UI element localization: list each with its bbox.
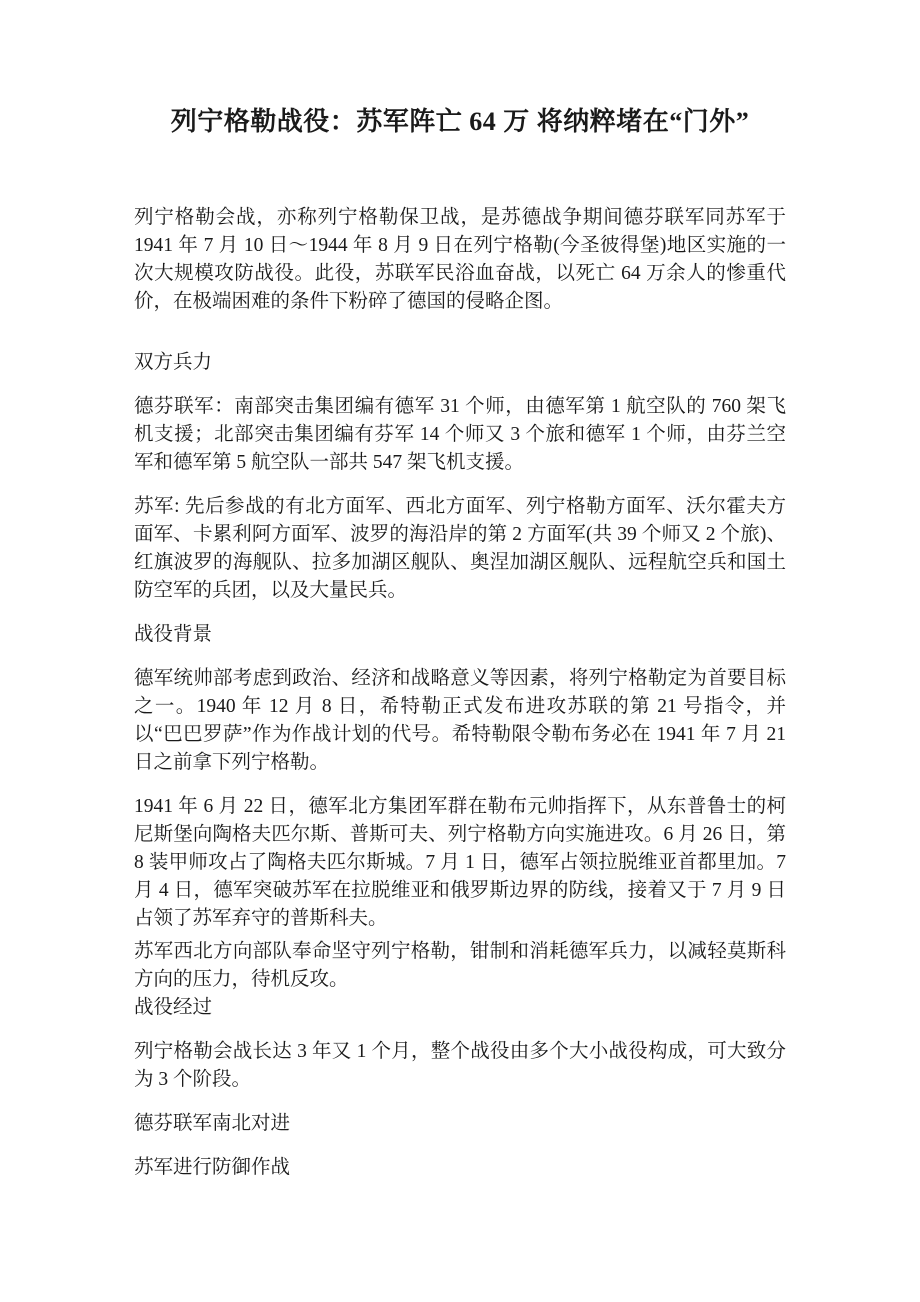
document-body bbox=[134, 0, 786, 1182]
paragraph-german-advance: 1941 年 6 月 22 日，德军北方集团军群在勒布元帅指挥下，从东普鲁士的柯尼斯堡向陶格夫匹尔斯、普斯可夫、列宁格勒方向实施进攻。6 月 26 日，第 8 装甲师攻占了陶格夫匹尔斯城。7 月 1 日，德军占领拉脱维亚首都里加。7 月 4 日，德军突破苏军在拉脱维亚和俄罗斯边界的防线，接着又于 7 月 9 日占领了苏军弃守的普斯科夫。 bbox=[134, 796, 786, 929]
document-title: 列宁格勒战役：苏军阵亡 64 万 将纳粹堵在“门外” bbox=[170, 107, 750, 136]
heading-battle-background: 战役背景 bbox=[134, 624, 213, 645]
paragraph-soviet-forces: 苏军: 先后参战的有北方面军、西北方面军、列宁格勒方面军、沃尔霍夫方面军、卡累利阿方面军、波罗的海沿岸的第 2 方面军(共 39 个师又 2 个旅)、红旗波罗的海舰队、拉多加湖区舰队、奥涅加湖区舰队、远程航空兵和国土防空军的兵团，以及大量民兵。 bbox=[134, 496, 786, 601]
heading-german-finnish-converge: 德芬联军南北对进 bbox=[134, 1113, 291, 1134]
paragraph-soviet-defense-order: 苏军西北方向部队奉命坚守列宁格勒，钳制和消耗德军兵力，以减轻莫斯科方向的压力，待机反攻。 bbox=[134, 941, 786, 990]
heading-both-sides-strength: 双方兵力 bbox=[134, 352, 213, 373]
intro-paragraph: 列宁格勒会战，亦称列宁格勒保卫战，是苏德战争期间德芬联军同苏军于 1941 年 7 月 10 日～1944 年 8 月 9 日在列宁格勒(今圣彼得堡)地区实施的一次大规模攻防战役。此役，苏联军民浴血奋战，以死亡 64 万余人的惨重代价，在极端困难的条件下粉碎了德国的侵略企图。 bbox=[134, 207, 786, 312]
heading-soviet-defensive-operations: 苏军进行防御作战 bbox=[134, 1157, 291, 1178]
paragraph-german-finnish-forces: 德芬联军：南部突击集团编有德军 31 个师，由德军第 1 航空队的 760 架飞机支援；北部突击集团编有芬军 14 个师又 3 个旅和德军 1 个师，由芬兰空军和德军第 5 航空队一部共 547 架飞机支援。 bbox=[134, 396, 786, 473]
heading-battle-course: 战役经过 bbox=[134, 997, 213, 1018]
paragraph-hitler-directive: 德军统帅部考虑到政治、经济和战略意义等因素，将列宁格勒定为首要目标之一。1940 年 12 月 8 日，希特勒正式发布进攻苏联的第 21 号指令，并以“巴巴罗萨”作为作战计划的代号。希特勒限令勒布务必在 1941 年 7 月 21 日之前拿下列宁格勒。 bbox=[134, 668, 786, 773]
paragraph-battle-duration: 列宁格勒会战长达 3 年又 1 个月，整个战役由多个大小战役构成，可大致分为 3 个阶段。 bbox=[134, 1041, 786, 1090]
